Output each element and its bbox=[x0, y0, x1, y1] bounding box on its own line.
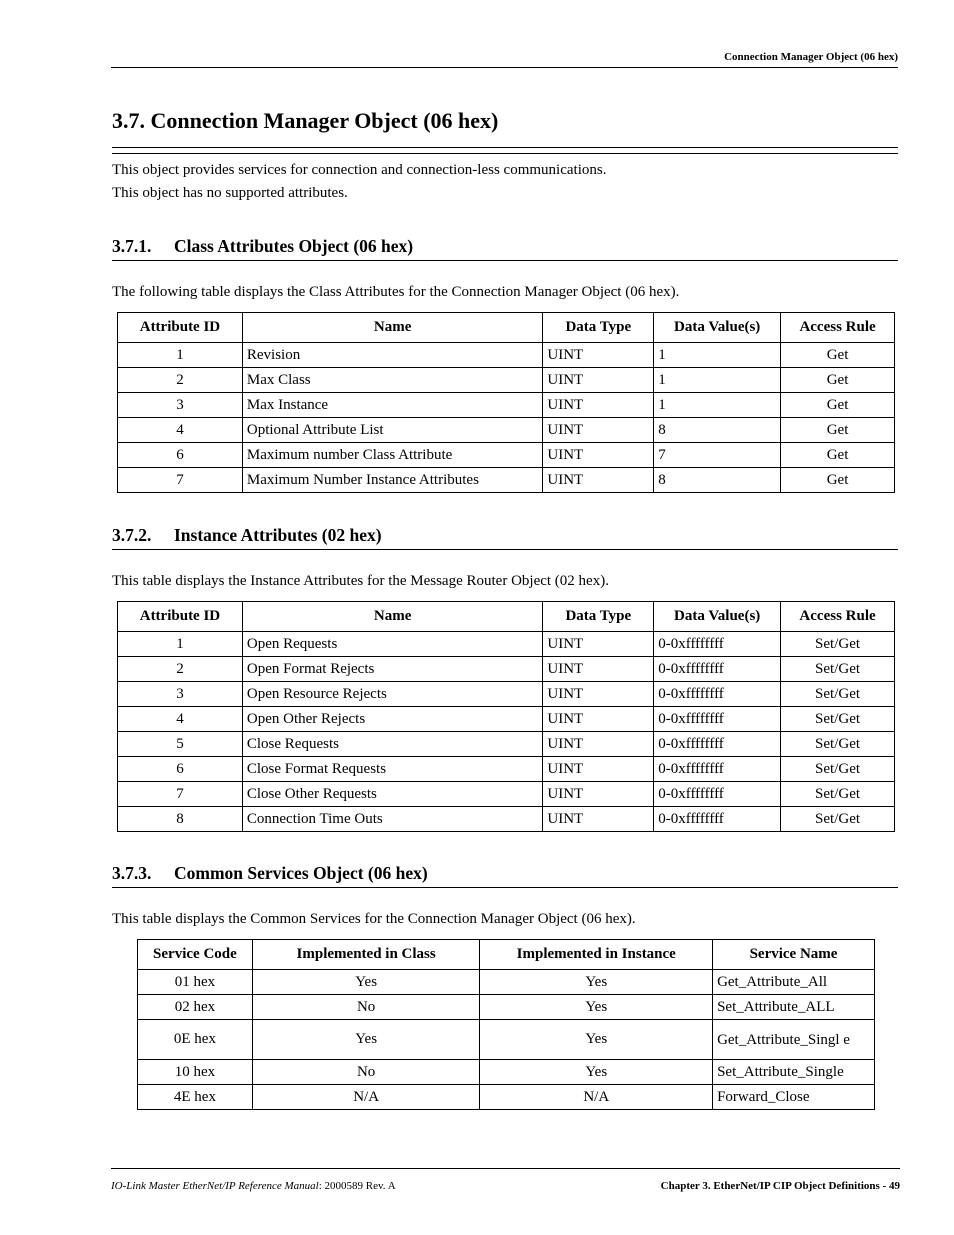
cell: Open Resource Rejects bbox=[242, 682, 543, 707]
cell: 0-0xffffffff bbox=[654, 682, 781, 707]
cell: Get_Attribute_All bbox=[713, 970, 875, 995]
table-row bbox=[118, 632, 895, 657]
table-row bbox=[118, 443, 895, 468]
column-header: Implemented in Instance bbox=[480, 940, 713, 970]
page-header bbox=[111, 48, 898, 68]
cell: 02 hex bbox=[138, 995, 253, 1020]
table-row bbox=[118, 393, 895, 418]
cell: 7 bbox=[654, 443, 781, 468]
cell: Open Requests bbox=[242, 632, 543, 657]
column-header: Name bbox=[242, 602, 543, 632]
subsection-number: 3.7.1. bbox=[112, 236, 152, 256]
cell: 0-0xffffffff bbox=[654, 732, 781, 757]
cell: 7 bbox=[118, 468, 243, 493]
column-header: Data Type bbox=[543, 602, 654, 632]
cell: Get bbox=[781, 343, 895, 368]
cell: Set_Attribute_ALL bbox=[713, 995, 875, 1020]
column-header: Data Value(s) bbox=[654, 313, 781, 343]
cell: Set/Get bbox=[781, 707, 895, 732]
cell: Close Other Requests bbox=[242, 782, 543, 807]
cell: Close Format Requests bbox=[242, 757, 543, 782]
cell: 4E hex bbox=[138, 1085, 253, 1110]
subsection-number: 3.7.2. bbox=[112, 525, 152, 545]
cell: 4 bbox=[118, 418, 243, 443]
subsection-heading-common-services bbox=[112, 863, 898, 888]
cell: 6 bbox=[118, 443, 243, 468]
column-header: Service Code bbox=[138, 940, 253, 970]
cell: UINT bbox=[543, 807, 654, 832]
column-header: Name bbox=[242, 313, 543, 343]
cell: UINT bbox=[543, 468, 654, 493]
cell: 0-0xffffffff bbox=[654, 657, 781, 682]
intro-paragraph bbox=[112, 159, 606, 205]
cell: UINT bbox=[543, 368, 654, 393]
intro-line-1: This object provides services for connection and connection-less communications. bbox=[112, 162, 607, 178]
cell: UINT bbox=[543, 782, 654, 807]
cell: Close Requests bbox=[242, 732, 543, 757]
cell: Get bbox=[781, 368, 895, 393]
table-row bbox=[118, 757, 895, 782]
table-row bbox=[138, 1060, 875, 1085]
cell: 6 bbox=[118, 757, 243, 782]
column-header: Implemented in Class bbox=[252, 940, 480, 970]
cell: UINT bbox=[543, 682, 654, 707]
cell: Get bbox=[781, 418, 895, 443]
table-row bbox=[118, 418, 895, 443]
running-head: Connection Manager Object (06 hex) bbox=[724, 51, 898, 63]
cell: Open Other Rejects bbox=[242, 707, 543, 732]
cell: N/A bbox=[480, 1085, 713, 1110]
cell: UINT bbox=[543, 393, 654, 418]
cell: 2 bbox=[118, 657, 243, 682]
cell: 01 hex bbox=[138, 970, 253, 995]
column-header: Data Type bbox=[543, 313, 654, 343]
subsection-heading-instance-attributes bbox=[112, 525, 898, 550]
table-row bbox=[118, 707, 895, 732]
doc-number: : 2000589 Rev. A bbox=[318, 1180, 396, 1192]
cell: Set_Attribute_Single bbox=[713, 1060, 875, 1085]
subsection-title: Class Attributes Object (06 hex) bbox=[174, 236, 414, 256]
cell: Forward_Close bbox=[713, 1085, 875, 1110]
section-title: 3.7. Connection Manager Object (06 hex) bbox=[112, 108, 499, 133]
cell: 1 bbox=[118, 632, 243, 657]
column-header: Service Name bbox=[713, 940, 875, 970]
cell: 5 bbox=[118, 732, 243, 757]
cell: Max Instance bbox=[242, 393, 543, 418]
cell: 7 bbox=[118, 782, 243, 807]
footer-manual-reference bbox=[111, 1180, 396, 1192]
subsection-number: 3.7.3. bbox=[112, 863, 152, 883]
cell: 4 bbox=[118, 707, 243, 732]
cell: Set/Get bbox=[781, 632, 895, 657]
cell: Yes bbox=[252, 1020, 480, 1060]
cell: 1 bbox=[654, 368, 781, 393]
cell: Revision bbox=[242, 343, 543, 368]
manual-title: IO-Link Master EtherNet/IP Reference Manual bbox=[111, 1180, 319, 1192]
cell: No bbox=[252, 1060, 480, 1085]
cell: 0-0xffffffff bbox=[654, 807, 781, 832]
column-header: Attribute ID bbox=[118, 602, 243, 632]
cell: 8 bbox=[118, 807, 243, 832]
table-header-row bbox=[118, 602, 895, 632]
class-attributes-description: The following table displays the Class Attributes for the Connection Manager Object (06 hex). bbox=[112, 284, 680, 300]
cell: Yes bbox=[480, 995, 713, 1020]
class-attributes-table bbox=[117, 312, 895, 493]
chapter-title: Chapter 3. EtherNet/IP CIP Object Definitions bbox=[660, 1180, 880, 1192]
cell: Maximum number Class Attribute bbox=[242, 443, 543, 468]
cell: UINT bbox=[543, 757, 654, 782]
column-header: Access Rule bbox=[781, 602, 895, 632]
cell: UINT bbox=[543, 443, 654, 468]
table-header-row bbox=[138, 940, 875, 970]
table-row bbox=[118, 782, 895, 807]
cell: Set/Get bbox=[781, 807, 895, 832]
title-double-rule bbox=[112, 147, 898, 154]
cell: Max Class bbox=[242, 368, 543, 393]
cell: 1 bbox=[654, 393, 781, 418]
cell: 0-0xffffffff bbox=[654, 707, 781, 732]
table-row bbox=[118, 468, 895, 493]
cell: Yes bbox=[480, 970, 713, 995]
cell: 2 bbox=[118, 368, 243, 393]
cell: 8 bbox=[654, 468, 781, 493]
cell: Yes bbox=[252, 970, 480, 995]
instance-attributes-description: This table displays the Instance Attributes for the Message Router Object (02 hex). bbox=[112, 573, 609, 589]
cell: No bbox=[252, 995, 480, 1020]
cell: Open Format Rejects bbox=[242, 657, 543, 682]
cell: 0E hex bbox=[138, 1020, 253, 1060]
cell: Maximum Number Instance Attributes bbox=[242, 468, 543, 493]
cell: Yes bbox=[480, 1060, 713, 1085]
cell: Get_Attribute_Singl e bbox=[713, 1020, 875, 1060]
cell: 3 bbox=[118, 393, 243, 418]
table-header-row bbox=[118, 313, 895, 343]
footer-chapter bbox=[661, 1180, 900, 1192]
page-footer bbox=[111, 1168, 900, 1192]
column-header: Attribute ID bbox=[118, 313, 243, 343]
table-row bbox=[118, 657, 895, 682]
cell: UINT bbox=[543, 707, 654, 732]
subsection-title: Common Services Object (06 hex) bbox=[174, 863, 428, 883]
table-row bbox=[118, 368, 895, 393]
subsection-title: Instance Attributes (02 hex) bbox=[174, 525, 382, 545]
column-header: Data Value(s) bbox=[654, 602, 781, 632]
intro-line-2: This object has no supported attributes. bbox=[112, 185, 348, 201]
cell: Connection Time Outs bbox=[242, 807, 543, 832]
cell: Get bbox=[781, 443, 895, 468]
cell: 8 bbox=[654, 418, 781, 443]
cell: Yes bbox=[480, 1020, 713, 1060]
cell: Get bbox=[781, 393, 895, 418]
instance-attributes-table bbox=[117, 601, 895, 832]
cell: 0-0xffffffff bbox=[654, 757, 781, 782]
cell: Set/Get bbox=[781, 682, 895, 707]
table-row bbox=[118, 807, 895, 832]
cell: 3 bbox=[118, 682, 243, 707]
cell: Get bbox=[781, 468, 895, 493]
table-row bbox=[118, 682, 895, 707]
table-row bbox=[118, 732, 895, 757]
cell: Set/Get bbox=[781, 757, 895, 782]
cell: UINT bbox=[543, 418, 654, 443]
cell: 0-0xffffffff bbox=[654, 782, 781, 807]
cell: 1 bbox=[654, 343, 781, 368]
common-services-description: This table displays the Common Services for the Connection Manager Object (06 hex). bbox=[112, 911, 636, 927]
cell: 0-0xffffffff bbox=[654, 632, 781, 657]
cell: Set/Get bbox=[781, 782, 895, 807]
cell: Set/Get bbox=[781, 732, 895, 757]
table-row bbox=[118, 343, 895, 368]
subsection-heading-class-attributes bbox=[112, 236, 898, 261]
column-header: Access Rule bbox=[781, 313, 895, 343]
cell: N/A bbox=[252, 1085, 480, 1110]
cell: UINT bbox=[543, 657, 654, 682]
cell: 10 hex bbox=[138, 1060, 253, 1085]
table-row bbox=[138, 995, 875, 1020]
common-services-table bbox=[137, 939, 875, 1110]
page-number: - 49 bbox=[882, 1180, 900, 1192]
cell: UINT bbox=[543, 632, 654, 657]
table-row bbox=[138, 1085, 875, 1110]
table-row bbox=[138, 970, 875, 995]
cell: UINT bbox=[543, 343, 654, 368]
cell: Set/Get bbox=[781, 657, 895, 682]
table-row bbox=[138, 1020, 875, 1060]
cell: 1 bbox=[118, 343, 243, 368]
cell: Optional Attribute List bbox=[242, 418, 543, 443]
cell: UINT bbox=[543, 732, 654, 757]
